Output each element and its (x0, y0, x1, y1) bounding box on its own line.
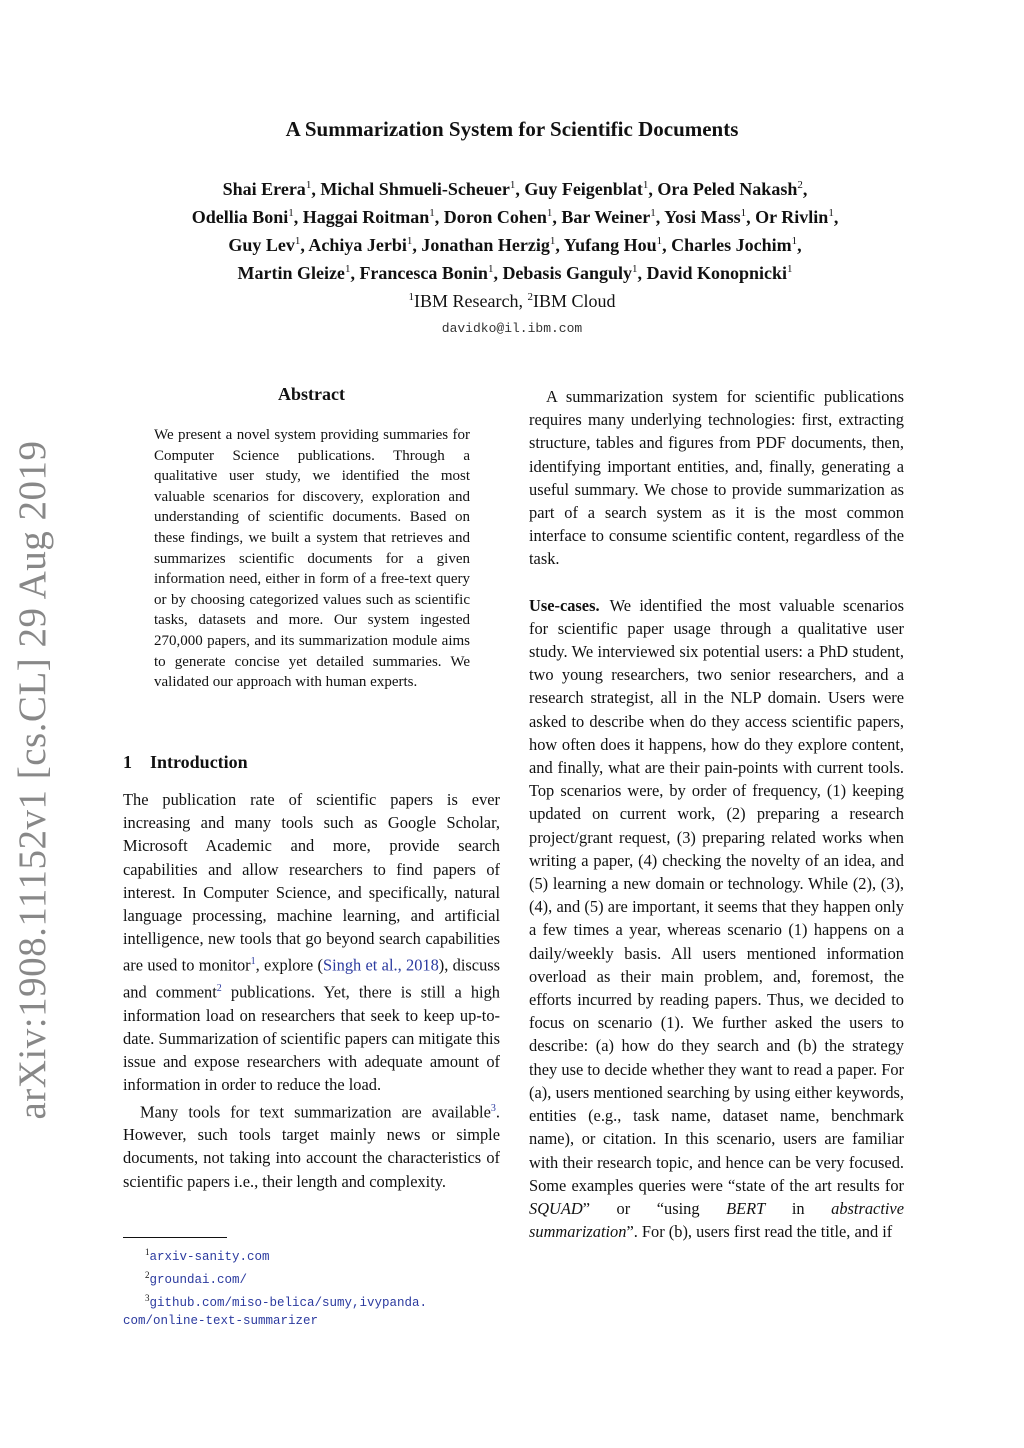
affiliation-marker: 1 (408, 291, 414, 303)
section-title: Introduction (150, 752, 248, 772)
section-heading-introduction (123, 752, 248, 773)
text-run: The publication rate of scientific papers is ever increasing and many tools such as Google Scholar, Microsoft Academic and more, provide search capabilities and allow researchers to find papers of interest. In Computer Science, and specifically, natural language processing, machine learning, and artificial intelligence, new tools that go beyond search capabilities are used to monitor (123, 790, 500, 975)
author-name: Debasis Ganguly (502, 263, 632, 283)
affiliation-ibm-research: IBM Research, (414, 291, 528, 311)
emphasis-squad: SQUAD (529, 1198, 583, 1218)
author-name: Odellia Boni (191, 207, 289, 227)
footnote-link[interactable]: 2 (216, 983, 222, 995)
emphasis-abstractive-summarization: abstractive summarization (529, 1198, 904, 1242)
author-affiliation-marker: 1 (406, 235, 413, 247)
right-paragraph-1: A summarization system for scientific publications requires many underlying technologies: first, extracting structure, tables and figures from PDF documents, then, identifying important entities, and, finally, generating a useful summary. We chose to provide summarization as part of a search system as it is the most common interface to consume scientific content, regardless of the task. (529, 387, 904, 569)
abstract-body: We present a novel system providing summaries for Computer Science publications. Through a qualitative user study, we identified the most valuable scenarios for discovery, exploration and understanding of scientific documents. Based on these findings, we built a system that retrieves and summarizes scientific documents for a given information need, either in form of a free-text query or by choosing categorized values such as scientific tasks, datasets and more. Our system ingested 270,000 papers, and its summarization module aims to generate concise yet detailed summaries. We validated our approach with human experts. (154, 427, 470, 691)
text-run: in (765, 1198, 832, 1218)
author-name: Doron Cohen (443, 207, 547, 227)
footnote-3[interactable] (123, 1289, 503, 1312)
footnote-number: 3 (145, 1293, 150, 1304)
author-name: David Konopnicki (646, 263, 788, 283)
text-run: We identified the most valuable scenarios for scientific paper usage through a qualitative user study. We interviewed six potential users: a PhD student, two young researchers, two senior researchers, and a research strategist, all in the NLP domain. Users were asked to describe when do they access scientific papers, how often does it happens, how do they explore content, and finally, what are their pain-points with current tools. Top scenarios were, by order of frequency, (1) keeping updated on current work, (2) preparing a research project/grant request, (3) preparing related works when writing a paper, (4) checking the novelty of an idea, and (5) learning a new domain or technology. While (2), (3), (4), and (5) are important, it seems that they happen only a few times a year, whereas scenario (1) happens on a daily/weekly basis. All users mentioned information overload as their main problem, and, foremost, the efforts incurred by reading papers. Thus, we decided to focus on scenario (1). We further asked the users to describe: (a) how do they search and (b) the strategy they use to decide whether they want to read a paper. For (a), users mentioned searching by using either keywords, entities (e.g., task name, dataset name, benchmark name), or citation. In this scenario, users are familiar with their research topic, and hence can be very focused. Some examples queries were “state of the art results for (529, 595, 904, 1195)
use-cases-heading: Use-cases. (529, 595, 600, 615)
author-name: Francesca Bonin (359, 263, 488, 283)
text-run: ” or “using (582, 1198, 727, 1218)
author-name: Shai Erera (222, 179, 306, 199)
affiliations (0, 291, 1024, 312)
footnote-url[interactable]: arxiv-sanity.com (149, 1250, 270, 1265)
author-name: Guy Lev (228, 235, 295, 255)
author-list: Shai Erera$^1$, Michal Shmueli-Scheuer$^1$, Guy Feigenblat$^1$, Ora Peled Nakash$^2$, Odellia Boni$^1$, Haggai Roitman$^1$, Doron Cohen$^1$, Bar Weiner$^1$, Yosi Mass$^1$, Or Rivlin$^1$, Guy Lev$^1$, Achiya Jerbi$^1$, Jonathan Herzig$^1$, Yufang Hou$^1$, Charles Jochim$^1$, Martin Gleize$^1$, Francesca Bonin$^1$, Debasis Ganguly$^1$, David Konopnicki$^1$ (191, 179, 839, 283)
footnote-number: 2 (145, 1270, 150, 1281)
author-affiliation-marker: 1 (429, 207, 435, 219)
author-affiliation-marker: 1 (509, 179, 516, 191)
use-cases-paragraph (529, 594, 904, 1244)
paper-title: A Summarization System for Scientific Documents (285, 117, 739, 141)
author-affiliation-marker: 1 (344, 263, 351, 275)
footnotes (123, 1243, 503, 1330)
footnote-divider (123, 1237, 227, 1238)
footnote-link[interactable]: 3 (490, 1102, 496, 1114)
author-affiliation-marker: 1 (656, 235, 663, 247)
footnote-url[interactable]: groundai.com/ (149, 1273, 248, 1288)
author-affiliation-marker: 1 (740, 207, 747, 219)
text-run: publications. Yet, there is still a high information load on researchers that seek to keep up-to-date. Summarization of scientific papers can mitigate this issue and expose researchers with adequate amount of information in order to reduce the load. (123, 982, 500, 1095)
text-run: Many tools for text summarization are available (140, 1102, 491, 1122)
author-affiliation-marker: 1 (791, 235, 798, 247)
abstract-heading: Abstract (278, 384, 345, 404)
author-name: Martin Gleize (237, 263, 345, 283)
author-name: Michal Shmueli-Scheuer (320, 179, 510, 199)
author-name: Haggai Roitman (302, 207, 430, 227)
intro-paragraph-1 (123, 788, 500, 1097)
affiliation-marker: 2 (527, 291, 533, 303)
author-name: Bar Weiner (561, 207, 651, 227)
footnote-3-continuation[interactable]: com/online-text-summarizer (123, 1314, 319, 1329)
author-name: Yufang Hou (563, 235, 657, 255)
contact-email[interactable]: davidko@il.ibm.com (441, 321, 583, 336)
text-run: . However, such tools target mainly news or simple documents, not taking into account the characteristics of scientific papers i.e., their length and complexity. (123, 1102, 500, 1191)
footnote-2[interactable] (123, 1266, 503, 1289)
author-affiliation-marker: 1 (828, 207, 834, 219)
author-affiliation-marker: 1 (546, 207, 553, 219)
author-name: Yosi Mass (664, 207, 741, 227)
footnote-link[interactable]: 1 (250, 956, 256, 968)
text-run: ”. For (b), users first read the title, and if (626, 1222, 893, 1242)
author-affiliation-marker: 1 (650, 207, 656, 219)
section-number: 1 (123, 752, 132, 772)
text-run: ), discuss and comment (123, 955, 501, 1002)
footnote-url[interactable]: github.com/miso-belica/sumy,ivypanda. (149, 1296, 428, 1311)
introduction-body (123, 788, 500, 1193)
author-affiliation-marker: 1 (787, 263, 793, 275)
author-affiliation-marker: 1 (288, 207, 294, 219)
affiliation-ibm-cloud: IBM Cloud (532, 291, 616, 311)
emphasis-bert: BERT (726, 1198, 766, 1218)
author-name: Guy Feigenblat (524, 179, 643, 199)
author-affiliation-marker: 2 (797, 179, 803, 191)
author-name: Achiya Jerbi (308, 235, 407, 255)
arxiv-identifier-text: arXiv:1908.11152v1 [cs.CL] 29 Aug 2019 (11, 440, 54, 1120)
author-affiliation-marker: 1 (631, 263, 638, 275)
author-affiliation-marker: 1 (642, 179, 649, 191)
citation-link[interactable]: Singh et al., 2018 (322, 955, 439, 975)
author-affiliation-marker: 1 (487, 263, 494, 275)
author-name: Ora Peled Nakash (657, 179, 798, 199)
author-name: Jonathan Herzig (421, 235, 550, 255)
author-affiliation-marker: 1 (549, 235, 556, 247)
intro-paragraph-2 (123, 1097, 500, 1193)
right-column-body (529, 385, 904, 1243)
author-affiliation-marker: 1 (305, 179, 312, 191)
text-run: , explore ( (255, 955, 323, 975)
author-name: Charles Jochim (671, 235, 792, 255)
author-name: Or Rivlin (755, 207, 829, 227)
footnote-number: 1 (145, 1247, 150, 1257)
author-affiliation-marker: 1 (294, 235, 301, 247)
footnote-1[interactable] (123, 1243, 503, 1266)
